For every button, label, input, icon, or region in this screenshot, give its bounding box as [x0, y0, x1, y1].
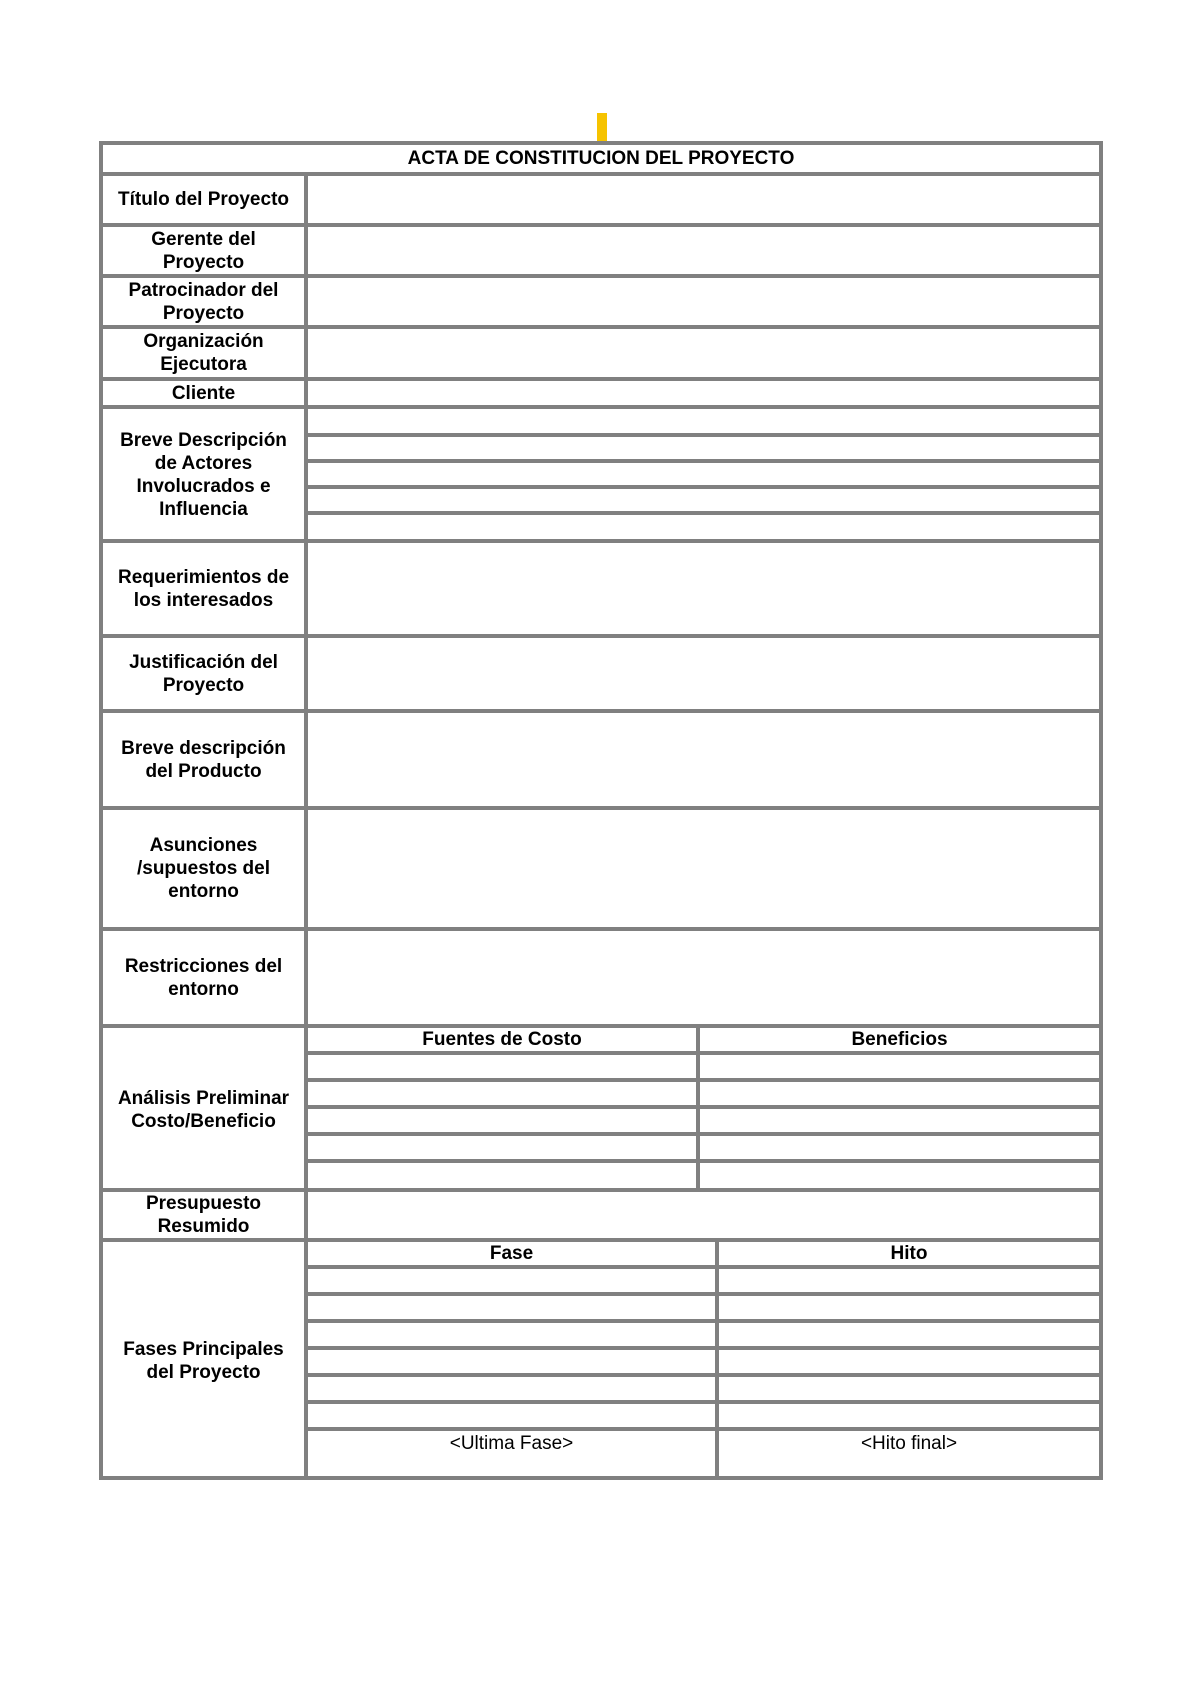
field-costo-3[interactable] [308, 1109, 696, 1132]
label-titulo: Título del Proyecto [117, 189, 290, 210]
field-presupuesto[interactable] [308, 1192, 1099, 1238]
text-cursor-marker [597, 113, 607, 143]
field-titulo[interactable] [308, 176, 1099, 223]
project-charter-form [99, 141, 1103, 1480]
header-fase: Fase [489, 1243, 534, 1264]
label-cliente: Cliente [171, 382, 236, 404]
label-asunciones: Asunciones /supuestos del entorno [136, 835, 271, 902]
label-fases: Fases Principales del Proyecto [123, 1339, 284, 1383]
label-presupuesto: Presupuesto Resumido [145, 1193, 262, 1237]
field-beneficio-1[interactable] [700, 1055, 1099, 1078]
label-patrocinador: Patrocinador del Proyecto [128, 279, 279, 324]
field-fase-4[interactable] [308, 1350, 715, 1373]
field-hito-2[interactable] [719, 1296, 1099, 1319]
label-organizacion: Organización Ejecutora [143, 331, 264, 375]
field-actores-3[interactable] [308, 463, 1099, 485]
field-fase-3[interactable] [308, 1323, 715, 1346]
field-hito-4[interactable] [719, 1350, 1099, 1373]
field-hito-5[interactable] [719, 1377, 1099, 1400]
label-analisis: Análisis Preliminar Costo/Beneficio [117, 1088, 290, 1132]
field-costo-5[interactable] [308, 1163, 696, 1188]
label-actores: Breve Descripción de Actores Involucrados e Influencia [120, 430, 287, 520]
field-fase-5[interactable] [308, 1377, 715, 1400]
label-restricciones: Restricciones del entorno [124, 955, 283, 1000]
label-producto: Breve descripción del Producto [121, 737, 286, 782]
field-hito-6[interactable] [719, 1404, 1099, 1427]
form-title: ACTA DE CONSTITUCION DEL PROYECTO [407, 148, 795, 169]
field-requerimientos[interactable] [308, 543, 1099, 634]
label-gerente: Gerente del Proyecto [151, 228, 256, 273]
field-beneficio-4[interactable] [700, 1136, 1099, 1159]
field-hito-1[interactable] [719, 1269, 1099, 1292]
field-costo-2[interactable] [308, 1082, 696, 1105]
field-cliente[interactable] [308, 381, 1099, 405]
field-fase-1[interactable] [308, 1269, 715, 1292]
field-restricciones[interactable] [308, 931, 1099, 1024]
field-patrocinador[interactable] [308, 278, 1099, 325]
field-beneficio-3[interactable] [700, 1109, 1099, 1132]
field-hito-3[interactable] [719, 1323, 1099, 1346]
field-actores-5[interactable] [308, 515, 1099, 539]
header-beneficios: Beneficios [851, 1029, 948, 1050]
label-justificacion: Justificación del Proyecto [129, 651, 278, 696]
field-gerente[interactable] [308, 227, 1099, 274]
field-costo-1[interactable] [308, 1055, 696, 1078]
field-actores-2[interactable] [308, 437, 1099, 459]
field-ultima-fase[interactable]: <Ultima Fase> [449, 1433, 574, 1454]
field-beneficio-5[interactable] [700, 1163, 1099, 1188]
field-hito-final[interactable]: <Hito final> [860, 1433, 958, 1454]
field-organizacion[interactable] [308, 329, 1099, 377]
header-fuentes-costo: Fuentes de Costo [422, 1029, 582, 1050]
field-fase-2[interactable] [308, 1296, 715, 1319]
field-asunciones[interactable] [308, 810, 1099, 927]
field-actores-1[interactable] [308, 409, 1099, 433]
label-requerimientos: Requerimientos de los interesados [117, 566, 290, 611]
field-actores-4[interactable] [308, 489, 1099, 511]
field-fase-6[interactable] [308, 1404, 715, 1427]
header-hito: Hito [890, 1243, 928, 1264]
field-justificacion[interactable] [308, 638, 1099, 709]
field-beneficio-2[interactable] [700, 1082, 1099, 1105]
field-producto[interactable] [308, 713, 1099, 806]
field-costo-4[interactable] [308, 1136, 696, 1159]
